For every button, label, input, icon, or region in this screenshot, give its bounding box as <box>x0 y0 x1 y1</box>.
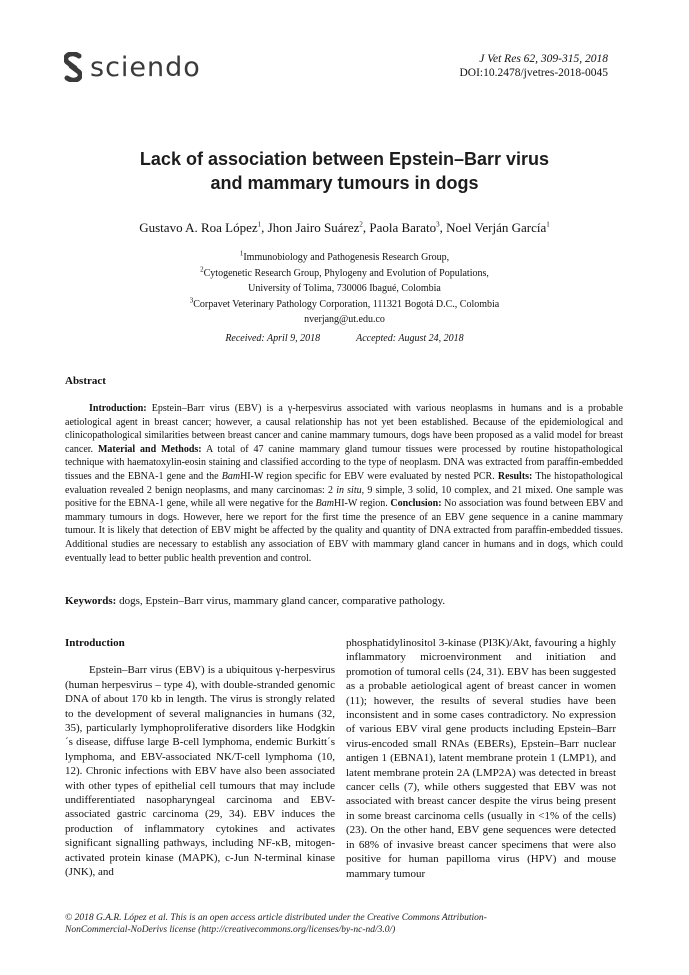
section-heading: Introduction <box>65 637 125 649</box>
publisher-logo <box>64 52 201 82</box>
affiliations <box>40 250 649 328</box>
keywords: Keywords: dogs, Epstein–Barr virus, mammary gland cancer, comparative pathology. <box>65 595 446 607</box>
author-name: Gustavo A. Roa López <box>139 220 258 235</box>
author-sup: 2 <box>359 220 363 229</box>
received-date: Received: April 9, 2018 <box>225 333 321 344</box>
affiliation-line: $^3$Corpavet Veterinary Pathology Corporation, 111321 Bogotá D.C., Colombia <box>189 296 500 310</box>
journal-info <box>459 52 608 80</box>
author-sup: 1 <box>257 220 262 229</box>
author-sup: 3 <box>436 220 440 229</box>
author-sup: 1 <box>546 220 550 229</box>
publisher-name: sciendo <box>90 51 201 83</box>
author-name: Paola Barato <box>369 220 437 235</box>
article-dates <box>0 333 689 344</box>
title-line-1: Lack of association between Epstein–Barr virus <box>139 149 550 169</box>
body-column-right <box>346 636 616 881</box>
journal-citation: J Vet Res 62, 309-315, 2018 <box>479 53 608 65</box>
body-column-left <box>65 636 335 880</box>
abstract-heading: Abstract <box>65 375 106 387</box>
license-footer: © 2018 G.A.R. López et al. This is an open access article distributed under the Creative Commons Attribution- NonCommercial-NoDerivs license (http://creativecommons.org/licenses/by-nc-nd/3.0/) <box>65 913 487 935</box>
affiliation-line: University of Tolima, 730006 Ibagué, Colombia <box>248 283 441 294</box>
abstract-text: Introduction: Epstein–Barr virus (EBV) is a γ-herpesvirus associated with various neoplasms in humans and is a probable aetiological agent in breast cancer; however, a causal relationship has not yet been established. Because of the epidemiological and clinicopathological similarities between breast cancer and canine mammary tumours, dogs have been proposed as a valid model for breast cancer. Material and Methods: A total of 47 canine mammary gland tumour tissues were processed by routine histopathological technique with haematoxylin-eosin staining and classified according to the type of neoplasm. DNA was extracted from paraffin-embedded tissues and the EBNA-1 gene and the BamHI-W region specific for EBV were evaluated by nested PCR. Results: The histopathological evaluation revealed 2 benign neoplasms, and many carcinomas: 2 in situ, 9 simple, 3 solid, 10 complex, and 21 mixed. One sample was positive for the EBNA-1 gene, while all were negative for the BamHI-W region. Conclusion: No association was found between EBV and mammary tumours in dogs. However, here we report for the first time the presence of an EBV gene sequence in a canine mammary tumour. It is likely that detection of EBV might be affected by the quality and quantity of DNA extracted from paraffin-embedded tissues. Additional studies are necessary to establish any association of EBV with mammary gland cancer in humans and in dogs, which could eventually lead to better public health prevention and control. <box>65 403 623 564</box>
affiliation-line: $^1$Immunobiology and Pathogenesis Research Group, <box>239 249 450 263</box>
journal-doi: DOI:10.2478/jvetres-2018-0045 <box>459 67 608 79</box>
body-paragraph: phosphatidylinositol 3-kinase (PI3K)/Akt, favouring a highly inflammatory microenvironment and initiation and promotion of tumoral cells (24, 31). EBV has been suggested as a probable aetiological agent of breast cancer in women (11); however, the results of several studies have been inconsistent and in some cases contradictory. No expression of various EBV viral gene products including Epstein–Barr virus-encoded small RNAs (EBERs), Epstein–Barr nuclear antigen 1 (EBNA1), latent membrane protein 1 (LMP1), and latent membrane protein 2A (LMP2A) was detected in breast cancer cells (7), while others suggested that EBV was not associated with breast cancer despite the virus being present in some breast carcinoma cells (usually in <1% of the cells) (23). On the other hand, EBV gene sequences were detected in 68% of invasive breast cancer specimens that were also positive for human papilloma virus (HPV) and mouse mammary tumour <box>346 637 616 880</box>
affiliation-line: $^2$Cytogenetic Research Group, Phylogeny and Evolution of Populations, <box>200 265 489 279</box>
sciendo-s-icon <box>64 52 82 82</box>
accepted-date: Accepted: August 24, 2018 <box>356 333 464 344</box>
article-title <box>60 147 629 195</box>
author-list: Gustavo A. Roa López$^1$, Jhon Jairo Suárez$^2$, Paola Barato$^3$, Noel Verján García$^1$ <box>139 220 550 235</box>
body-paragraph: Epstein–Barr virus (EBV) is a ubiquitous γ-herpesvirus (human herpesvirus – type 4), with double-stranded genomic DNA of about 170 kb in length. The virus is strongly related to the development of several malignancies in humans (32, 35), particularly lymphoproliferative disorders like Hodgkin´s disease, diffuse large B-cell lymphoma, endemic Burkitt´s lymphoma, and EBV-associated NK/T-cell lymphoma (10, 12). Chronic infections with EBV have also been associated with other types of epithelial cell tumours that may include undifferentiated nasopharyngeal carcinoma and EBV-associated gastric carcinoma (29, 34). EBV induces the production of inflammatory cytokines and activates significant signalling pathways, including NF-κB, mitogen-activated protein kinase (MAPK), c-Jun N-terminal kinase (JNK), and <box>65 664 335 879</box>
author-name: Noel Verján García <box>446 220 547 235</box>
author-name: Jhon Jairo Suárez <box>267 220 360 235</box>
title-line-2: and mammary tumours in dogs <box>210 173 479 193</box>
corresponding-email[interactable]: nverjang@ut.edu.co <box>304 314 385 325</box>
